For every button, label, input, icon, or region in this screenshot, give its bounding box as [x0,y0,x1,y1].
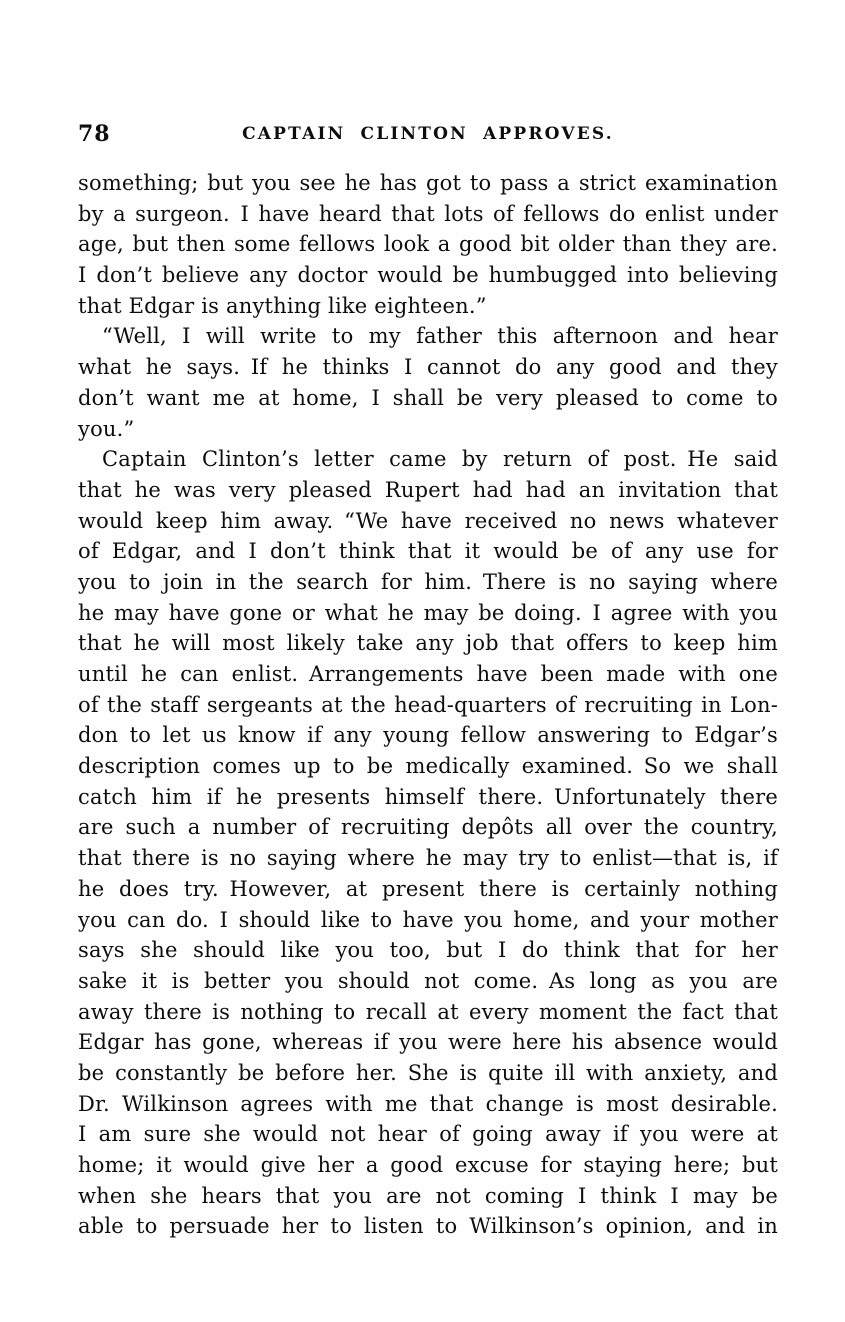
text-line: home; it would give her a good excuse for staying here; but [78,1153,778,1177]
text-line: what he says. If he thinks I cannot do any good and they [78,355,778,380]
text-line: I am sure she would not hear of going away if you were at [78,1122,778,1147]
text-line: be constantly be before her. She is quite ill with anxiety, and [78,1060,778,1085]
text-line: something; but you see he has got to pass a strict examination [78,171,778,195]
text-line: “Well, I will write to my father this afternoon and hear [102,324,778,349]
paragraph [78,444,778,1242]
text-line: catch him if he presents himself there. Unfortunately there [78,784,778,809]
text-line: description comes up to be medically examined. So we shall [78,754,778,779]
text-line: I don’t believe any doctor would be humbugged into believing [78,263,778,288]
text-line: Edgar has gone, whereas if you were here his absence would [78,1030,778,1055]
text-line: that he was very pleased Rupert had had an invitation that [78,477,778,502]
text-line: when she hears that you are not coming I think I may be [78,1183,778,1208]
text-line: are such a number of recruiting depôts all over the country, [78,815,778,840]
text-line: Dr. Wilkinson agrees with me that change is most desirable. [78,1091,778,1116]
text-line: away there is nothing to recall at every moment the fact that [78,999,778,1024]
text-line: age, but then some fellows look a good bit older than they are. [78,232,778,257]
running-header-title: CAPTAIN CLINTON APPROVES. [242,124,614,144]
text-line: don to let us know if any young fellow answering to Edgar’s [78,723,778,748]
text-line: of Edgar, and I don’t think that it would be of any use for [78,539,778,564]
running-head [78,119,778,149]
paragraph [78,321,778,444]
text-line: you to join in the search for him. There is no saying where [78,569,778,594]
text-line: that he will most likely take any job that offers to keep him [78,631,778,656]
text-line: don’t want me at home, I shall be very pleased to come to [78,385,778,410]
text-line: that there is no saying where he may try to enlist—that is, if [78,846,778,871]
text-line: you.” [78,416,135,441]
text-line: until he can enlist. Arrangements have been made with one [78,662,778,686]
page-body-text [78,168,778,1242]
text-line: says she should like you too, but I do think that for her [78,938,778,963]
text-line: sake it is better you should not come. As long as you are [78,968,778,993]
text-line: he does try. However, at present there is certainly nothing [78,876,778,901]
text-line: Captain Clinton’s letter came by return of post. He said [102,447,778,472]
text-line: able to persuade her to listen to Wilkinson’s opinion, and in [78,1214,778,1239]
text-line: he may have gone or what he may be doing. I agree with you [78,600,778,625]
text-line: would keep him away. “We have received no news whatever [78,508,778,533]
page-number: 78 [78,121,111,147]
text-line: that Edgar is anything like eighteen.” [78,293,487,318]
text-line: by a surgeon. I have heard that lots of fellows do enlist under [78,201,778,226]
paragraph [78,168,778,321]
text-line: you can do. I should like to have you home, and your mother [78,907,778,932]
text-line: of the staff sergeants at the head-quarters of recruiting in Lon- [78,692,778,717]
